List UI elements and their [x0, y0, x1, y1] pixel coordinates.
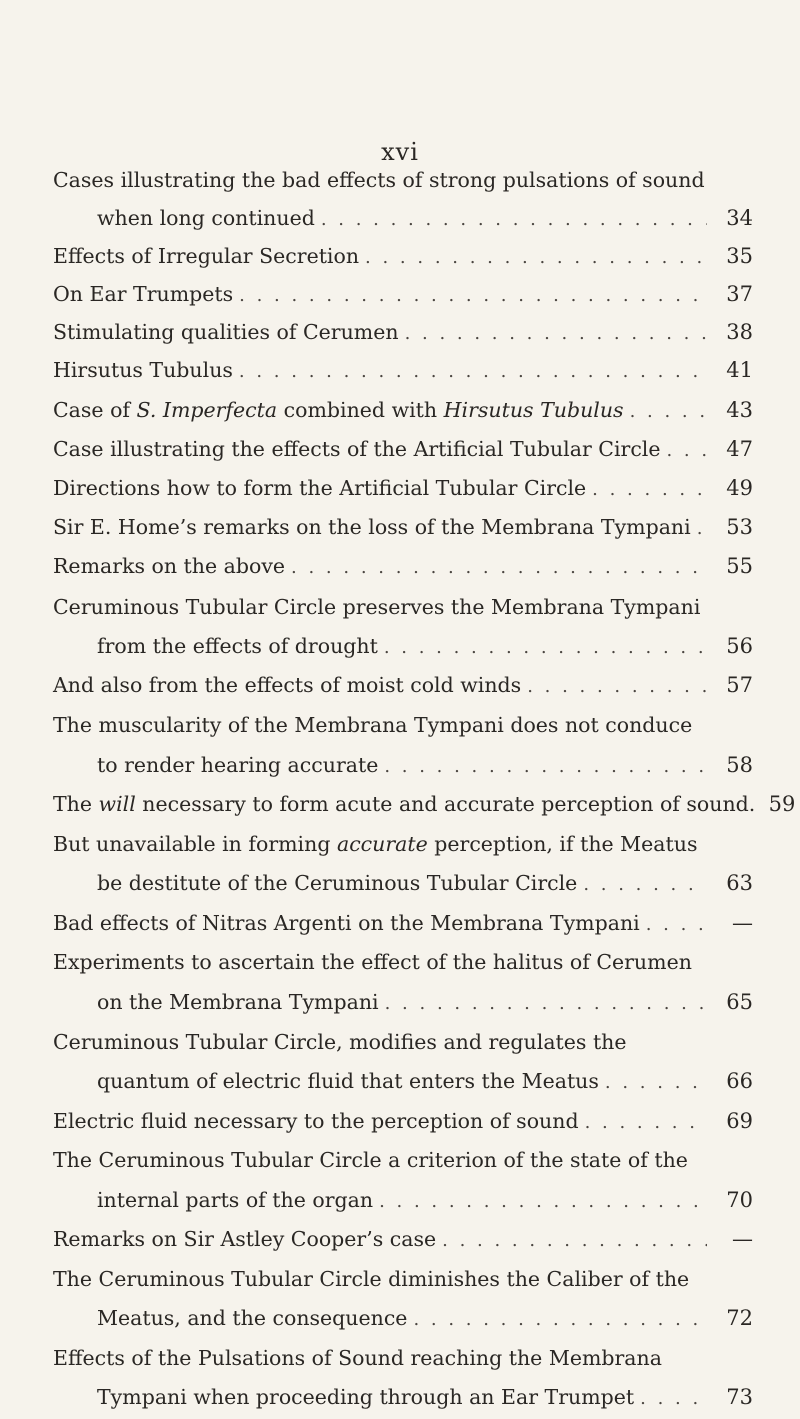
toc-entry-text-part: necessary to form acute and accurate perception of sound. — [135, 792, 756, 816]
leader-dots — [413, 1309, 707, 1330]
toc-entry — [97, 1306, 753, 1340]
toc-entry-text: Effects of Irregular Secretion — [53, 244, 360, 268]
toc-entry-text — [53, 398, 624, 422]
toc-entry-text: Remarks on Sir Astley Cooper’s case — [53, 1227, 437, 1251]
toc-entry — [97, 634, 753, 668]
toc-entry-text: from the effects of drought — [97, 634, 378, 658]
leader-dots — [385, 993, 707, 1014]
toc-entry-text-part: The — [53, 792, 99, 816]
toc-entry-text: Ceruminous Tubular Circle, modifies and regulates the — [53, 1030, 627, 1054]
toc-entry — [53, 1148, 753, 1182]
toc-page-number: 35 — [726, 244, 753, 268]
leader-dots — [640, 1388, 707, 1409]
toc-entry-text: And also from the effects of moist cold winds — [53, 673, 522, 697]
leader-dots — [527, 676, 707, 697]
toc-entry — [53, 1227, 753, 1261]
leader-dots — [697, 518, 707, 539]
toc-entry-text: quantum of electric fluid that enters the Meatus — [97, 1069, 599, 1093]
toc-entry — [97, 1188, 753, 1222]
toc-entry-text: on the Membrana Tympani — [97, 990, 379, 1014]
toc-entry — [53, 792, 796, 826]
toc-entry — [53, 168, 753, 202]
toc-entry — [53, 1267, 753, 1301]
toc-entry — [97, 990, 753, 1024]
leader-dots — [384, 756, 707, 777]
toc-entry — [97, 1069, 753, 1103]
leader-dots — [646, 914, 707, 935]
toc-entry-text: The muscularity of the Membrana Tympani does not conduce — [53, 713, 693, 737]
toc-entry-text-part: perception, if the Meatus — [427, 832, 698, 856]
toc-entry-text: On Ear Trumpets — [53, 282, 234, 306]
toc-entry-text-part: Case of — [53, 398, 137, 422]
toc-entry-text: Stimulating qualities of Cerumen — [53, 320, 399, 344]
toc-entry — [97, 753, 753, 787]
toc-page-number: 69 — [726, 1109, 753, 1133]
leader-dots — [585, 1112, 707, 1133]
toc-entry-text-part: combined with — [277, 398, 444, 422]
toc-page-number: — — [732, 1227, 753, 1251]
toc-page-number: 34 — [726, 206, 753, 230]
toc-entry — [53, 515, 753, 549]
leader-dots — [384, 637, 707, 658]
toc-entry — [53, 320, 753, 354]
toc-entry — [53, 673, 753, 707]
toc-page-number: 56 — [726, 634, 753, 658]
toc-entry-text: Case illustrating the effects of the Artificial Tubular Circle — [53, 437, 661, 461]
toc-entry-text: Hirsutus Tubulus — [53, 358, 233, 382]
toc-page-number: 57 — [726, 673, 753, 697]
toc-entry — [53, 554, 753, 588]
toc-entry-text: to render hearing accurate — [97, 753, 379, 777]
leader-dots — [365, 247, 707, 268]
toc-entry-text-italic: accurate — [336, 832, 428, 856]
toc-page-number: — — [732, 911, 753, 935]
toc-entry-text: Ceruminous Tubular Circle preserves the Membrana Tympani — [53, 595, 701, 619]
toc-entry-text: The Ceruminous Tubular Circle diminishes the Caliber of the — [53, 1267, 690, 1291]
leader-dots — [666, 440, 707, 461]
leader-dots — [405, 323, 707, 344]
toc-entry — [53, 437, 753, 471]
leader-dots — [630, 401, 707, 422]
toc-entry — [53, 832, 753, 866]
toc-page-number: 59 — [768, 792, 796, 816]
toc-entry — [53, 950, 753, 984]
toc-page-number: 43 — [726, 398, 753, 422]
leader-dots — [592, 479, 707, 500]
toc-entry-text: Meatus, and the consequence — [97, 1306, 408, 1330]
toc-page-number: 38 — [726, 320, 753, 344]
toc-page-number: 58 — [726, 753, 753, 777]
leader-dots — [291, 557, 707, 578]
toc-entry — [53, 1109, 753, 1143]
toc-page-number: 63 — [726, 871, 753, 895]
toc-entry — [53, 911, 753, 945]
toc-entry — [53, 358, 753, 392]
toc-entry — [97, 206, 753, 240]
toc-page-number: 72 — [726, 1306, 753, 1330]
toc-entry — [53, 1346, 753, 1380]
toc-entry-text — [53, 832, 753, 856]
leader-dots — [239, 285, 707, 306]
toc-page-number: 66 — [726, 1069, 753, 1093]
toc-entry — [53, 1030, 753, 1064]
leader-dots — [239, 361, 707, 382]
toc-entry-text: Electric fluid necessary to the perception of sound — [53, 1109, 579, 1133]
toc-entry-text: Directions how to form the Artificial Tubular Circle — [53, 476, 587, 500]
toc-entry-text: Cases illustrating the bad effects of strong pulsations of sound — [53, 168, 705, 192]
leader-dots — [379, 1191, 707, 1212]
toc-entry — [53, 713, 753, 747]
toc-entry-text: when long continued — [97, 206, 315, 230]
toc-entry-text: be destitute of the Ceruminous Tubular Circle — [97, 871, 578, 895]
toc-entry — [53, 282, 753, 316]
toc-page-number: 37 — [726, 282, 753, 306]
toc-page-number: 55 — [726, 554, 753, 578]
leader-dots — [442, 1230, 707, 1251]
toc-entry-text: Tympani when proceeding through an Ear Trumpet — [97, 1385, 635, 1409]
toc-entry — [97, 871, 753, 905]
toc-entry-text: Sir E. Home’s remarks on the loss of the Membrana Tympani — [53, 515, 691, 539]
toc-entry-text: Experiments to ascertain the effect of the halitus of Cerumen — [53, 950, 692, 974]
toc-entry-text: The Ceruminous Tubular Circle a criterion of the state of the — [53, 1148, 688, 1172]
toc-page-number: 65 — [726, 990, 753, 1014]
toc-page-number: 49 — [726, 476, 753, 500]
leader-dots — [583, 874, 707, 895]
toc-entry-text-italic: will — [98, 792, 136, 816]
toc-entry — [53, 398, 753, 432]
leader-dots — [321, 209, 707, 230]
toc-entry-text: Effects of the Pulsations of Sound reaching the Membrana — [53, 1346, 662, 1370]
toc-entry — [53, 595, 753, 629]
toc-page-number: 73 — [726, 1385, 753, 1409]
page-folio: xvi — [381, 138, 419, 166]
toc-entry — [53, 244, 753, 278]
toc-entry-text: internal parts of the organ — [97, 1188, 374, 1212]
toc-entry — [97, 1385, 753, 1419]
toc-entry-text-italic: Hirsutus Tubulus — [443, 398, 624, 422]
toc-entry-text-part: But unavailable in forming — [53, 832, 337, 856]
leader-dots — [605, 1072, 707, 1093]
toc-entry-text-italic: S. Imperfecta — [136, 398, 278, 422]
toc-entry-text: Bad effects of Nitras Argenti on the Membrana Tympani — [53, 911, 640, 935]
toc-entry-text — [53, 792, 755, 816]
toc-page-number: 70 — [726, 1188, 753, 1212]
toc-entry — [53, 476, 753, 510]
toc-page-number: 41 — [726, 358, 753, 382]
toc-page-number: 53 — [726, 515, 753, 539]
toc-entry-text: Remarks on the above — [53, 554, 286, 578]
toc-page-number: 47 — [726, 437, 753, 461]
